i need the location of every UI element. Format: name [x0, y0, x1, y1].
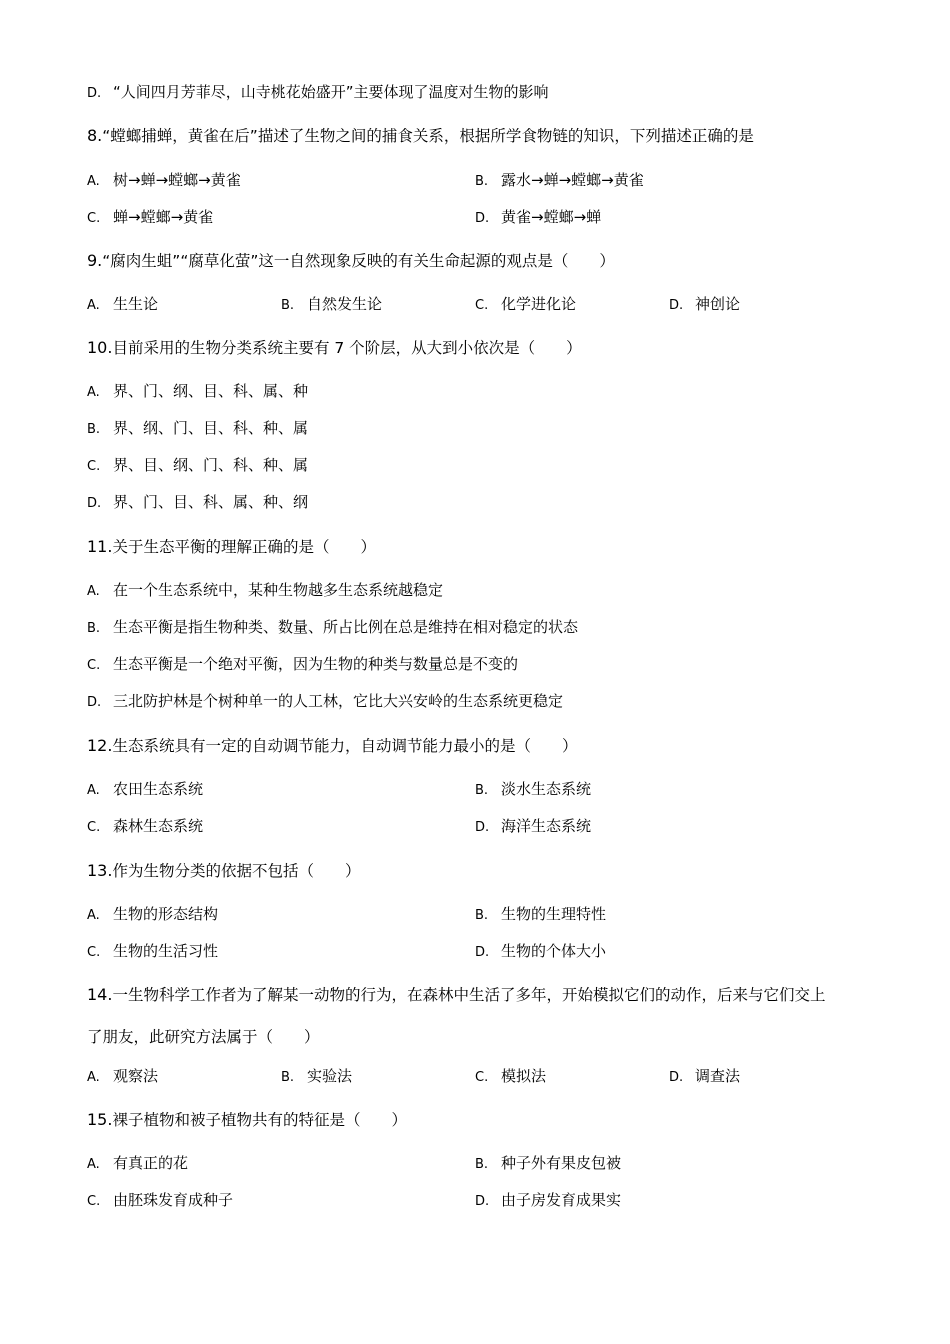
option-letter: D.	[475, 820, 490, 835]
q12-option-a	[87, 779, 203, 801]
option-letter: D.	[475, 945, 490, 960]
option-text: “人间四月芳菲尽，山寺桃花始盛开”主要体现了温度对生物的影响	[113, 83, 549, 101]
q14-option-c	[475, 1066, 546, 1088]
option-letter: C.	[87, 945, 101, 960]
q9-option-d	[669, 294, 740, 316]
option-text: 自然发生论	[307, 295, 383, 313]
question-text: 了朋友，此研究方法属于（ ）	[87, 1028, 320, 1046]
option-letter: A.	[87, 908, 100, 923]
q13-option-c	[87, 941, 218, 963]
q13-option-d	[475, 941, 606, 963]
option-text: 淡水生态系统	[501, 780, 592, 798]
option-text: 在一个生态系统中，某种生物越多生态系统越稳定	[113, 581, 444, 599]
option-letter: B.	[475, 174, 489, 189]
option-text: 生物的形态结构	[113, 905, 219, 923]
option-text: 化学进化论	[501, 295, 577, 313]
option-text: 由子房发育成果实	[501, 1191, 622, 1209]
option-letter: B.	[281, 298, 295, 313]
option-text: 由胚珠发育成种子	[113, 1191, 234, 1209]
option-letter: A.	[87, 783, 100, 798]
question-14-continuation	[87, 1027, 320, 1047]
option-text: 生物的生理特性	[501, 905, 607, 923]
option-letter: A.	[87, 298, 100, 313]
option-text: 生态平衡是指生物种类、数量、所占比例在总是维持在相对稳定的状态	[113, 618, 579, 636]
option-text: 黄雀→螳螂→蝉	[501, 208, 602, 226]
option-text: 有真正的花	[113, 1154, 189, 1172]
question-number: 11.	[87, 537, 113, 556]
option-letter: B.	[281, 1070, 295, 1085]
option-text: 实验法	[307, 1067, 353, 1085]
option-letter: B.	[475, 1157, 489, 1172]
option-letter: B.	[475, 783, 489, 798]
q8-option-c	[87, 207, 213, 229]
q14-option-b	[281, 1066, 352, 1088]
q10-option-b	[87, 418, 308, 440]
question-9	[87, 251, 615, 271]
q11-option-a	[87, 580, 443, 602]
question-14	[87, 985, 825, 1005]
option-text: 树→蝉→螳螂→黄雀	[113, 171, 241, 189]
question-text: 作为生物分类的依据不包括（ ）	[112, 862, 361, 880]
q10-option-a	[87, 381, 308, 403]
option-text: 生态平衡是一个绝对平衡，因为生物的种类与数量总是不变的	[113, 655, 519, 673]
option-letter: A.	[87, 1157, 100, 1172]
option-letter: C.	[87, 820, 101, 835]
option-text: 蝉→螳螂→黄雀	[113, 208, 214, 226]
q13-option-a	[87, 904, 218, 926]
option-letter: C.	[87, 459, 101, 474]
question-number: 15.	[87, 1110, 113, 1129]
option-text: 生物的个体大小	[501, 942, 607, 960]
option-letter: C.	[475, 298, 489, 313]
q13-option-b	[475, 904, 606, 926]
q15-option-c	[87, 1190, 233, 1212]
option-letter: A.	[87, 385, 100, 400]
option-letter: B.	[87, 621, 101, 636]
option-letter: D.	[87, 496, 102, 511]
q12-option-b	[475, 779, 591, 801]
option-letter: D.	[669, 1070, 684, 1085]
option-text: 调查法	[695, 1067, 741, 1085]
question-number: 10.	[87, 338, 113, 357]
question-10	[87, 338, 582, 358]
option-text: 界、门、纲、目、科、属、种	[113, 382, 309, 400]
option-letter: B.	[475, 908, 489, 923]
option-letter: D.	[87, 695, 102, 710]
option-text: 神创论	[695, 295, 741, 313]
q9-option-c	[475, 294, 576, 316]
option-text: 森林生态系统	[113, 817, 204, 835]
q11-option-d	[87, 691, 563, 713]
option-text: 露水→蝉→螳螂→黄雀	[501, 171, 644, 189]
q9-option-a	[87, 294, 158, 316]
option-text: 观察法	[113, 1067, 159, 1085]
option-text: 种子外有果皮包被	[501, 1154, 622, 1172]
question-15	[87, 1110, 407, 1130]
question-8	[87, 126, 754, 146]
q8-option-d	[475, 207, 601, 229]
q15-option-a	[87, 1153, 188, 1175]
option-letter: D.	[87, 86, 102, 101]
option-letter: C.	[87, 658, 101, 673]
q10-option-c	[87, 455, 308, 477]
option-text: 界、纲、门、目、科、种、属	[113, 419, 309, 437]
question-11	[87, 537, 376, 557]
option-text: 界、目、纲、门、科、种、属	[113, 456, 309, 474]
option-text: 生物的生活习性	[113, 942, 219, 960]
option-letter: D.	[475, 1194, 490, 1209]
question-text: 生态系统具有一定的自动调节能力，自动调节能力最小的是（ ）	[112, 737, 578, 755]
q8-option-b	[475, 170, 644, 192]
question-text: 裸子植物和被子植物共有的特征是（ ）	[112, 1111, 407, 1129]
option-text: 农田生态系统	[113, 780, 204, 798]
option-letter: A.	[87, 174, 100, 189]
question-13	[87, 861, 360, 881]
q14-option-d	[669, 1066, 740, 1088]
question-text: 关于生态平衡的理解正确的是（ ）	[112, 538, 376, 556]
option-text: 生生论	[113, 295, 159, 313]
q9-option-b	[281, 294, 382, 316]
option-text: 海洋生态系统	[501, 817, 592, 835]
option-letter: A.	[87, 1070, 100, 1085]
question-text: “腐肉生蛆”“腐草化萤”这一自然现象反映的有关生命起源的观点是（ ）	[102, 252, 615, 270]
question-number: 13.	[87, 861, 113, 880]
question-text: 一生物科学工作者为了解某一动物的行为，在森林中生活了多年，开始模拟它们的动作，后来与它们交上	[112, 986, 826, 1004]
option-text: 界、门、目、科、属、种、纲	[113, 493, 309, 511]
question-number: 8.	[87, 126, 103, 145]
q11-option-b	[87, 617, 578, 639]
q10-option-d	[87, 492, 308, 514]
option-letter: D.	[669, 298, 684, 313]
q12-option-c	[87, 816, 203, 838]
option-letter: C.	[475, 1070, 489, 1085]
question-text: “螳螂捕蝉，黄雀在后”描述了生物之间的捕食关系，根据所学食物链的知识，下列描述正确的是	[102, 127, 754, 145]
question-number: 12.	[87, 736, 113, 755]
option-letter: D.	[475, 211, 490, 226]
q12-option-d	[475, 816, 591, 838]
q14-option-a	[87, 1066, 158, 1088]
option-text: 三北防护林是个树种单一的人工林，它比大兴安岭的生态系统更稳定	[113, 692, 564, 710]
q15-option-b	[475, 1153, 621, 1175]
q15-option-d	[475, 1190, 621, 1212]
option-letter: A.	[87, 584, 100, 599]
question-text: 目前采用的生物分类系统主要有 7 个阶层，从大到小依次是（ ）	[112, 339, 582, 357]
q7-option-d	[87, 82, 549, 104]
option-letter: B.	[87, 422, 101, 437]
question-12	[87, 736, 577, 756]
option-text: 模拟法	[501, 1067, 547, 1085]
q8-option-a	[87, 170, 241, 192]
q11-option-c	[87, 654, 518, 676]
question-number: 14.	[87, 985, 113, 1004]
question-number: 9.	[87, 251, 103, 270]
option-letter: C.	[87, 1194, 101, 1209]
option-letter: C.	[87, 211, 101, 226]
